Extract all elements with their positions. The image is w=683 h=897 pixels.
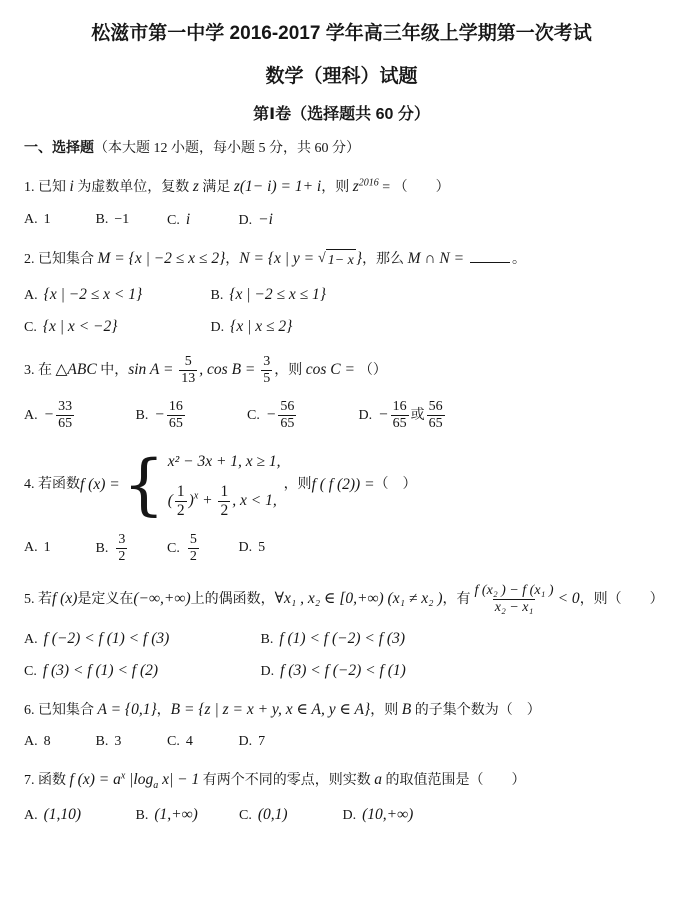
section-instructions [24,137,659,157]
option-2-a: A. {x | −2 ≤ x < 1} [24,285,143,303]
exam-subtitle: 数学（理科）试题 [265,66,418,87]
question-1-stem: 1. 已知 i 为虚数单位，复数 z 满足 z(1− i) = 1+ i，则 $z^{2016}$ = （ ） [24,177,450,195]
option-5-d: D. f (3) < f (−2) < f (1) [260,662,406,680]
left-brace: { [122,445,165,523]
option-7-d: D. (10,+∞) [342,805,414,823]
difference-quotient-fraction: $\frac{\text{f (x₂ ) − f (x₁ )}}{\text{x₂ − x₁}}$ [474,582,554,615]
question-5 [24,582,664,680]
fraction: $\frac{5}{13}$ [181,353,196,386]
question-3-stem: 3. 在 △ABC 中，sin A = $\frac{5}{13}$ , cos B = $\frac{3}{5}$ ，则 cos C = （） [24,353,387,386]
fraction: $\frac{56}{65}$ [280,398,295,431]
question-6-stem: 6. 已知集合 A = {0,1}，B = {z | z = x + y, x ∈ A, y ∈ A}，则 B 的子集个数为（ ） [24,701,541,719]
instructions-bold: 一、选择题 [24,139,94,155]
fraction: $\frac{3}{2}$ [118,531,126,564]
option-1-b: B. −1 [95,212,130,228]
option-1-a: A. 1 [24,212,51,228]
question-3 [24,354,659,432]
option-4-d: D. 5 [238,540,266,556]
fraction: $\frac{56}{65}$ [428,398,443,431]
option-5-b: B. f (1) < f (−2) < f (3) [260,630,405,648]
question-1-options [24,211,659,229]
question-6 [24,698,659,750]
fraction: $\frac{16}{65}$ [392,398,407,431]
question-2-options-row1 [24,286,659,304]
option-7-c: C. (0,1) [239,805,288,823]
option-1-c: C. i [167,211,191,229]
question-3-options [24,399,659,432]
option-2-d: D. {x | x ≤ 2} [210,317,293,335]
option-5-c: C. f (3) < f (1) < f (2) [24,662,159,680]
option-3-a: A. − $\frac{33}{65}$ [24,398,73,431]
exam-title: 松滋市第一中学 2016-2017 学年高三年级上学期第一次考试 [91,23,592,44]
question-4-options [24,532,659,565]
case-2: ( $\frac{1}{2}$ )$^x$ + $\frac{1}{2}$ , x < 1, [167,483,277,519]
option-5-a: A. f (−2) < f (1) < f (3) [24,630,170,648]
section-heading: 第Ⅰ卷（选择题共 60 分） [253,106,430,123]
question-5-stem: 5. 若 f (x) 是定义在 (−∞,+∞) 上的偶函数， ∀x₁ , x₂ ∈ [0,+∞) (x₁ ≠ x₂ ) ，有 $\frac{\text{f (x₂ ) − f (x₁ )}}{\text{x₂ − x₁}}$ < 0 ，则（ ） [24,582,664,615]
option-2-b: B. {x | −2 ≤ x ≤ 1} [210,285,326,303]
option-6-d: D. 7 [238,734,266,750]
instructions-rest: （本大题 12 小题，每小题 5 分，共 60 分） [94,141,360,156]
option-4-b: B. $\frac{3}{2}$ [95,531,126,564]
option-4-a: A. 1 [24,540,51,556]
radical-icon: √ [318,251,326,267]
option-7-b: B. (1,+∞) [135,805,198,823]
exponent: x [193,490,199,502]
fraction: $\frac{1}{2}$ [176,483,185,519]
option-3-c: C. − $\frac{56}{65}$ [247,398,295,431]
option-1-d: D. −i [238,211,273,229]
option-7-a: A. (1,10) [24,805,82,823]
option-6-a: A. 8 [24,734,51,750]
fraction: $\frac{3}{5}$ [263,353,271,386]
exponent: x [120,770,126,782]
option-6-b: B. 3 [95,734,122,750]
question-2 [24,247,659,336]
question-7 [24,768,659,823]
question-5-options-row2 [24,662,659,680]
question-4-stem: 4. 若函数 f (x) = { x² − 3x + 1, x ≥ 1, ( $\frac{1}{2}$ )$^x$ + $\frac{1}{2}$ , x < 1, ，则 f ( f (2)) = （ ） [24,445,417,523]
question-7-options [24,806,659,824]
square-root: √ 1− x [318,249,356,272]
question-2-options-row2 [24,318,659,336]
option-3-b: B. − $\frac{16}{65}$ [135,398,183,431]
answer-blank [470,248,510,263]
question-4 [24,445,659,565]
question-7-stem: 7. 函数 f $(x) = a^x$ $|\log_a$ x| − 1 有两个不同的零点，则实数 a 的取值范围是（ ） [24,770,526,792]
fraction: $\frac{1}{2}$ [220,483,229,519]
case-1: x² − 3x + 1, x ≥ 1, [167,453,281,471]
fraction: $\frac{16}{65}$ [168,398,183,431]
piecewise-cases [122,445,281,523]
fraction: $\frac{33}{65}$ [58,398,73,431]
question-6-options [24,734,659,750]
log-base-subscript: a [153,780,159,792]
exponent: 2016 [358,177,379,189]
question-2-stem: 2. 已知集合 M = {x | −2 ≤ x ≤ 2}，N = {x | y = √ 1− x }，那么 M ∩ N = 。 [24,247,659,272]
option-2-c: C. {x | x < −2} [24,317,118,335]
option-3-d: D. − $\frac{16}{65}$ 或 $\frac{56}{65}$ [358,398,443,431]
question-5-options-row1 [24,630,659,648]
question-1 [24,175,659,229]
fraction: $\frac{5}{2}$ [189,531,197,564]
option-6-c: C. 4 [167,734,193,750]
option-4-c: C. $\frac{5}{2}$ [167,531,197,564]
